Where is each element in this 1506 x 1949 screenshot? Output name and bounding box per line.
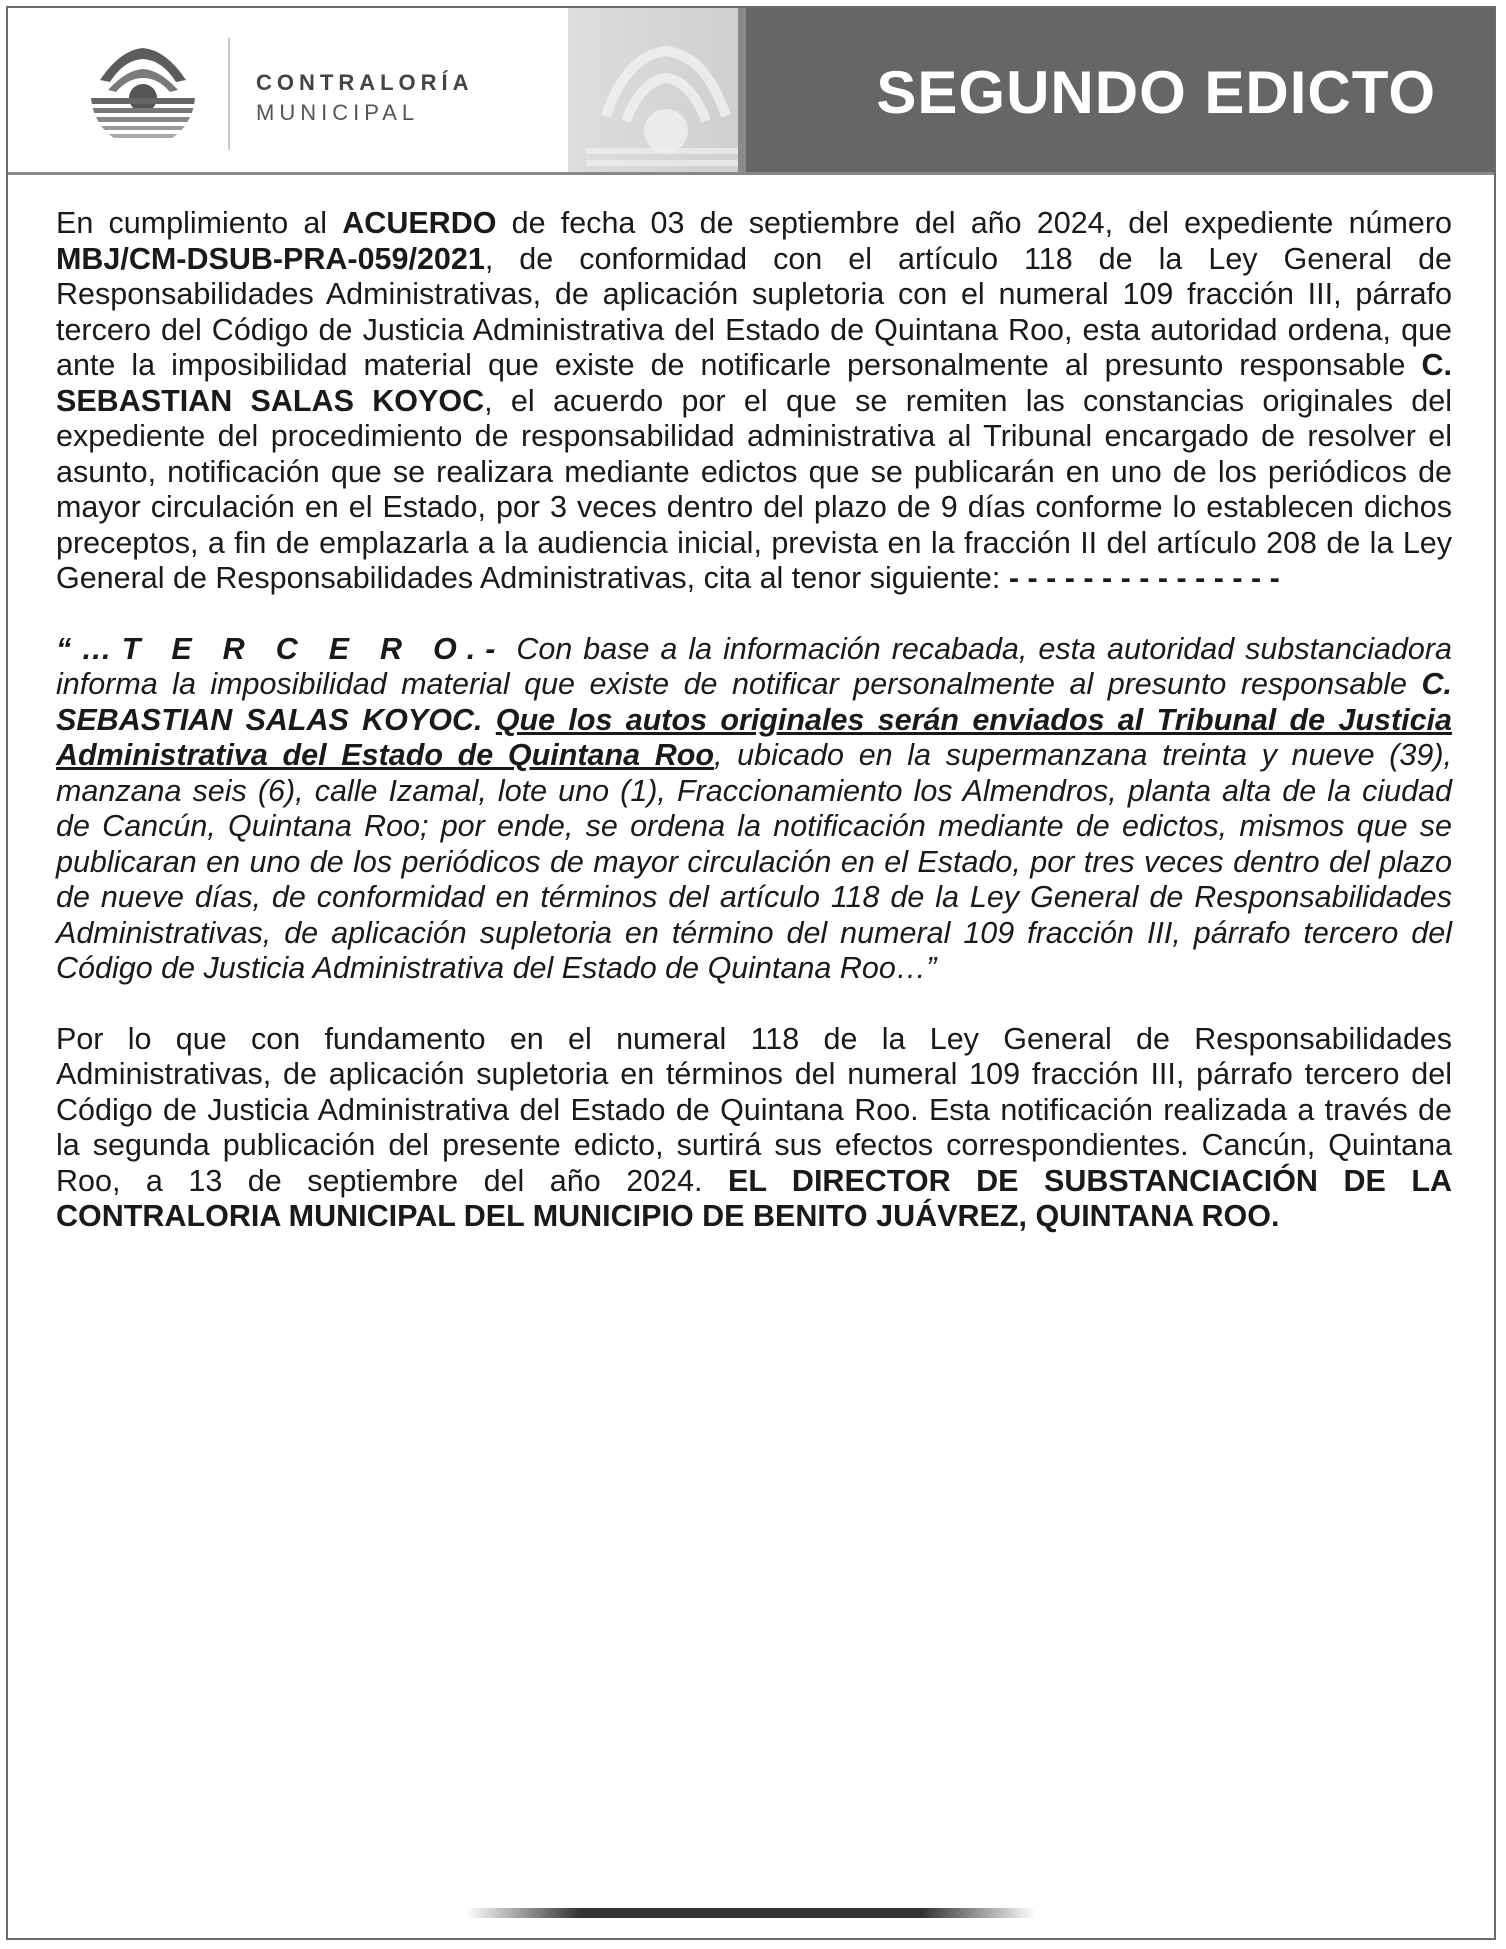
p1-expediente-number: MBJ/CM-DSUB-PRA-059/2021	[56, 241, 485, 276]
footer-line	[466, 1908, 1036, 1918]
p2-text-2	[482, 703, 495, 737]
paragraph-2	[56, 632, 1452, 987]
p2-text-1: Con base a la información recabada, esta autoridad substanciadora informa la imposibilidad material que existe de notificar personalmente al presunto responsable	[56, 631, 1453, 701]
logo-title: CONTRALORÍA	[256, 70, 474, 95]
p2-text-3: , ubicado en la supermanzana treinta y nueve (39), manzana seis (6), calle Izamal, lote uno (1), Fraccionamiento los Almendros, planta alta de la ciudad de Cancún, Quintana Roo; por ende, se ordena la notificación mediante de edictos, mismos que se publicaran en uno de los periódicos de mayor circulación en el Estado, por tres veces dentro del plazo de nueve días, de conformidad en términos del artículo 118 de la Ley General de Responsabilidades Administrativas, de aplicación supletoria en término del numeral 109 fracción III, párrafo tercero del Código de Justicia Administrativa del Estado de Quintana Roo…”	[56, 738, 1452, 985]
p1-text-4: , el acuerdo por el que se remiten las constancias originales del expediente del procedimiento de responsabilidad administrativa al Tribunal encargado de resolver el asunto, notificación que se realizara mediante edictos que se publicarán en uno de los periódicos de mayor circulación en el Estado, por 3 veces dentro del plazo de 9 días conforme lo establecen dichos preceptos, a fin de emplazarla a la audiencia inicial, prevista en la fracción II del artículo 208 de la Ley General de Responsabilidades Administrativas, cita al tenor siguiente:	[56, 383, 1453, 595]
logo-area	[8, 8, 568, 172]
watermark-logo	[568, 8, 738, 172]
edict-body	[56, 206, 1452, 1235]
edict-document	[6, 6, 1496, 1940]
p1-text-1: En cumplimiento al	[56, 206, 343, 240]
paragraph-1	[56, 206, 1452, 597]
logo-divider	[228, 38, 230, 150]
title-bar	[746, 8, 1494, 172]
p2-responsible-name: C. SEBASTIAN SALAS KOYOC.	[56, 667, 1452, 737]
header	[8, 8, 1494, 175]
watermark-logo-icon	[586, 36, 738, 172]
p1-dashes: - - - - - - - - - - - - - - -	[1008, 561, 1280, 595]
p3-text-1: Por lo que con fundamento en el numeral 118 de la Ley General de Responsabilidades Administrativas, de aplicación supletoria en términos del numeral 109 fracción III, párrafo tercero del Código de Justicia Administrativa del Estado de Quintana Roo. Esta notificación realizada a través de la segunda publicación del presente edicto, surtirá sus efectos correspondientes. Cancún, Quintana Roo, a 13 de septiembre del año 2024.	[56, 1021, 1452, 1198]
paragraph-3	[56, 1022, 1452, 1235]
p3-signature: EL DIRECTOR DE SUBSTANCIACIÓN DE LA CONTRALORIA MUNICIPAL DEL MUNICIPIO DE BENITO JUÁVREZ, QUINTANA ROO.	[56, 1163, 1452, 1233]
logo-subtitle: MUNICIPAL	[256, 100, 420, 125]
municipal-logo-icon	[90, 42, 196, 148]
p1-text-3: , de conformidad con el artículo 118 de la Ley General de Responsabilidades Administrativas, de aplicación supletoria con el numeral 109 fracción III, párrafo tercero del Código de Justicia Administrativa del Estado de Quintana Roo, esta autoridad ordena, que ante la imposibilidad material que existe de notificarle personalmente al presunto responsable	[56, 241, 1452, 382]
edict-title: SEGUNDO EDICTO	[876, 59, 1436, 126]
p1-acuerdo: ACUERDO	[342, 206, 497, 240]
p2-underlined-statement: Que los autos originales serán enviados al Tribunal de Justicia Administrativa del Estado de Quintana Roo	[56, 702, 1452, 772]
header-divider	[738, 8, 746, 172]
p2-tercero: “…T E R C E R O.-	[56, 631, 506, 666]
p1-responsible-name: C. SEBASTIAN SALAS KOYOC	[56, 348, 1452, 418]
p1-text-2: de fecha 03 de septiembre del año 2024, del expediente número	[496, 206, 1452, 240]
